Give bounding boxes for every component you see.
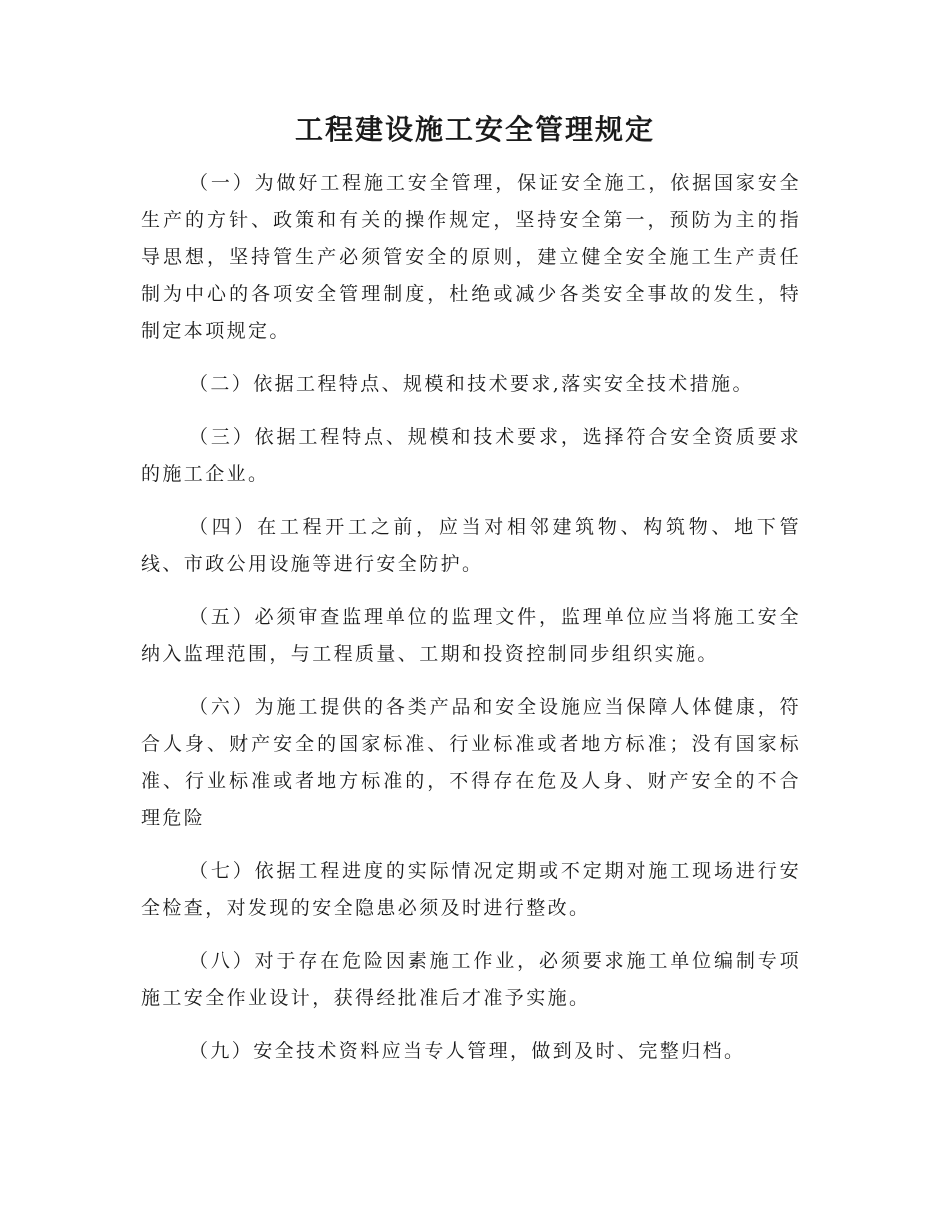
document-body (141, 165, 801, 1086)
paragraph-9: （九）安全技术资料应当专人管理，做到及时、完整归档。 (189, 1040, 746, 1062)
paragraph-8: （八）对于存在危险因素施工作业，必须要求施工单位编制专项施工安全作业设计，获得经批准后才准予实施。 (141, 950, 801, 1009)
document-title: 工程建设施工安全管理规定 (294, 113, 655, 146)
paragraph-5: （五）必须审查监理单位的监理文件，监理单位应当将施工安全纳入监理范围，与工程质量、工期和投资控制同步组织实施。 (141, 606, 801, 665)
paragraph-3: （三）依据工程特点、规模和技术要求，选择符合安全资质要求的施工企业。 (141, 426, 801, 485)
paragraph-4: （四）在工程开工之前，应当对相邻建筑物、构筑物、地下管线、市政公用设施等进行安全防护。 (141, 516, 801, 575)
paragraph-2: （二）依据工程特点、规模和技术要求,落实安全技术措施。 (189, 373, 754, 395)
paragraph-6: （六）为施工提供的各类产品和安全设施应当保障人体健康，符合人身、财产安全的国家标准、行业标准或者地方标准；没有国家标准、行业标准或者地方标准的，不得存在危及人身、财产安全的不合理危险 (141, 696, 801, 829)
paragraph-1: （一）为做好工程施工安全管理，保证安全施工，依据国家安全生产的方针、政策和有关的操作规定，坚持安全第一，预防为主的指导思想，坚持管生产必须管安全的原则，建立健全安全施工生产责任制为中心的各项安全管理制度，杜绝或减少各类安全事故的发生，特制定本项规定。 (141, 172, 801, 342)
paragraph-7: （七）依据工程进度的实际情况定期或不定期对施工现场进行安全检查，对发现的安全隐患必须及时进行整改。 (141, 860, 801, 919)
